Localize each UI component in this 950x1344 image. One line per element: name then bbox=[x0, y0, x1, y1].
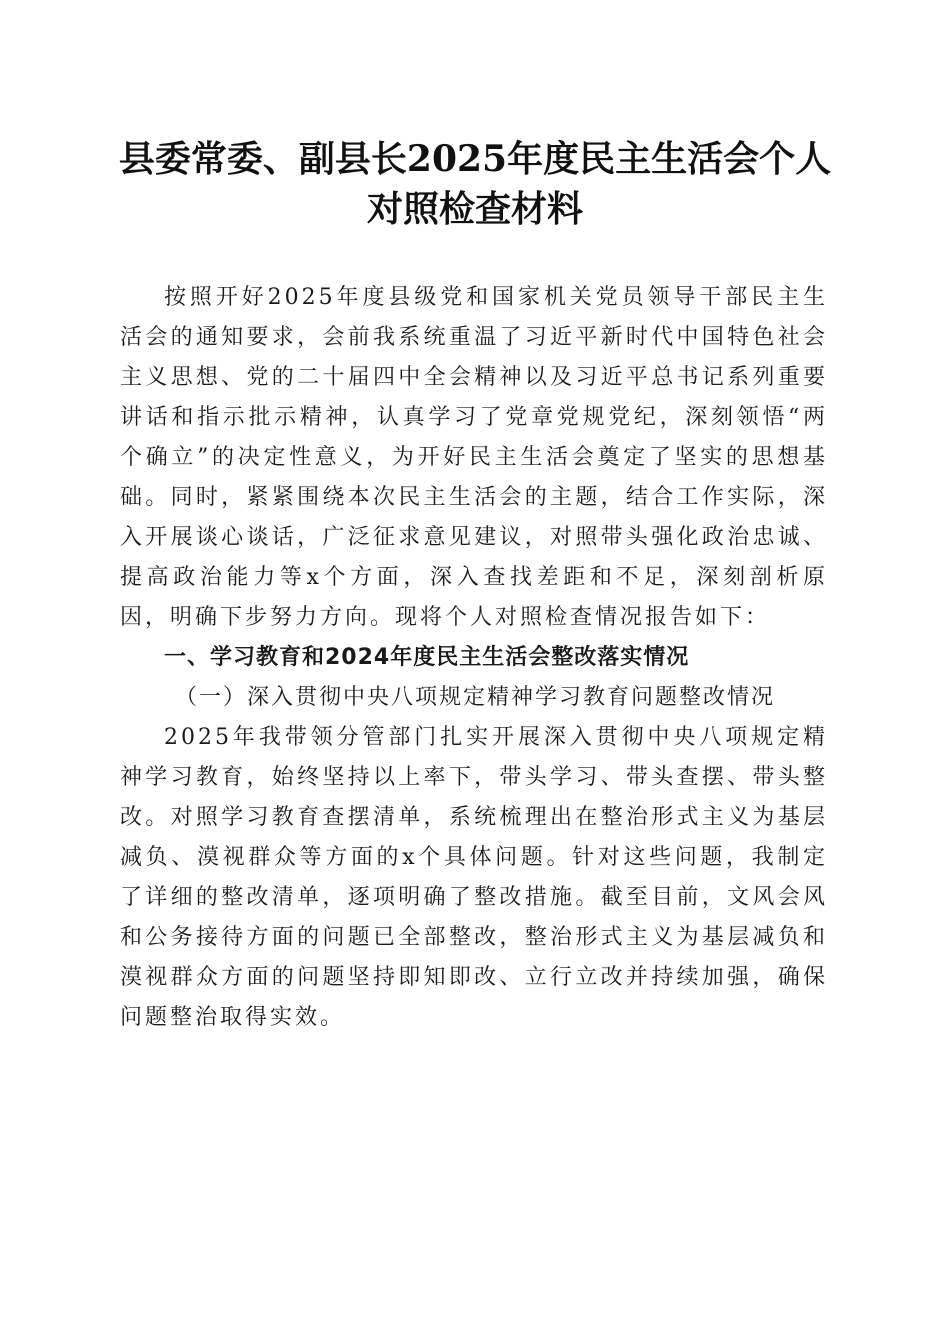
document-body bbox=[120, 278, 828, 1038]
title-line-2: 对照检查材料 bbox=[366, 188, 583, 230]
document-title bbox=[100, 134, 850, 234]
subsection-heading: （一）深入贯彻中央八项规定精神学习教育问题整改情况 bbox=[175, 685, 776, 710]
intro-paragraph: 按照开好2025年度县级党和国家机关党员领导干部民主生活会的通知要求，会前我系统重温了习近平新时代中国特色社会主义思想、党的二十届四中全会精神以及习近平总书记系列重要讲话和指示批示精神，认真学习了党章党规党纪，深刻领悟“两个确立”的决定性意义，为开好民主生活会奠定了坚实的思想基础。同时，紧紧围绕本次民主生活会的主题，结合工作实际，深入开展谈心谈话，广泛征求意见建议，对照带头强化政治忠诚、提高政治能力等x个方面，深入查找差距和不足，深刻剖析原因，明确下步努力方向。现将个人对照检查情况报告如下： bbox=[120, 285, 828, 630]
section-heading: 一、学习教育和2024年度民主生活会整改落实情况 bbox=[164, 645, 690, 670]
subsection-paragraph: 2025年我带领分管部门扎实开展深入贯彻中央八项规定精神学习教育，始终坚持以上率下，带头学习、带头查摆、带头整改。对照学习教育查摆清单，系统梳理出在整治形式主义为基层减负、漠视群众等方面的x个具体问题。针对这些问题，我制定了详细的整改清单，逐项明确了整改措施。截至目前，文风会风和公务接待方面的问题已全部整改，整治形式主义为基层减负和漠视群众方面的问题坚持即知即改、立行立改并持续加强，确保问题整治取得实效。 bbox=[120, 725, 828, 1030]
title-line-1: 县委常委、副县长2025年度民主生活会个人 bbox=[118, 138, 832, 180]
